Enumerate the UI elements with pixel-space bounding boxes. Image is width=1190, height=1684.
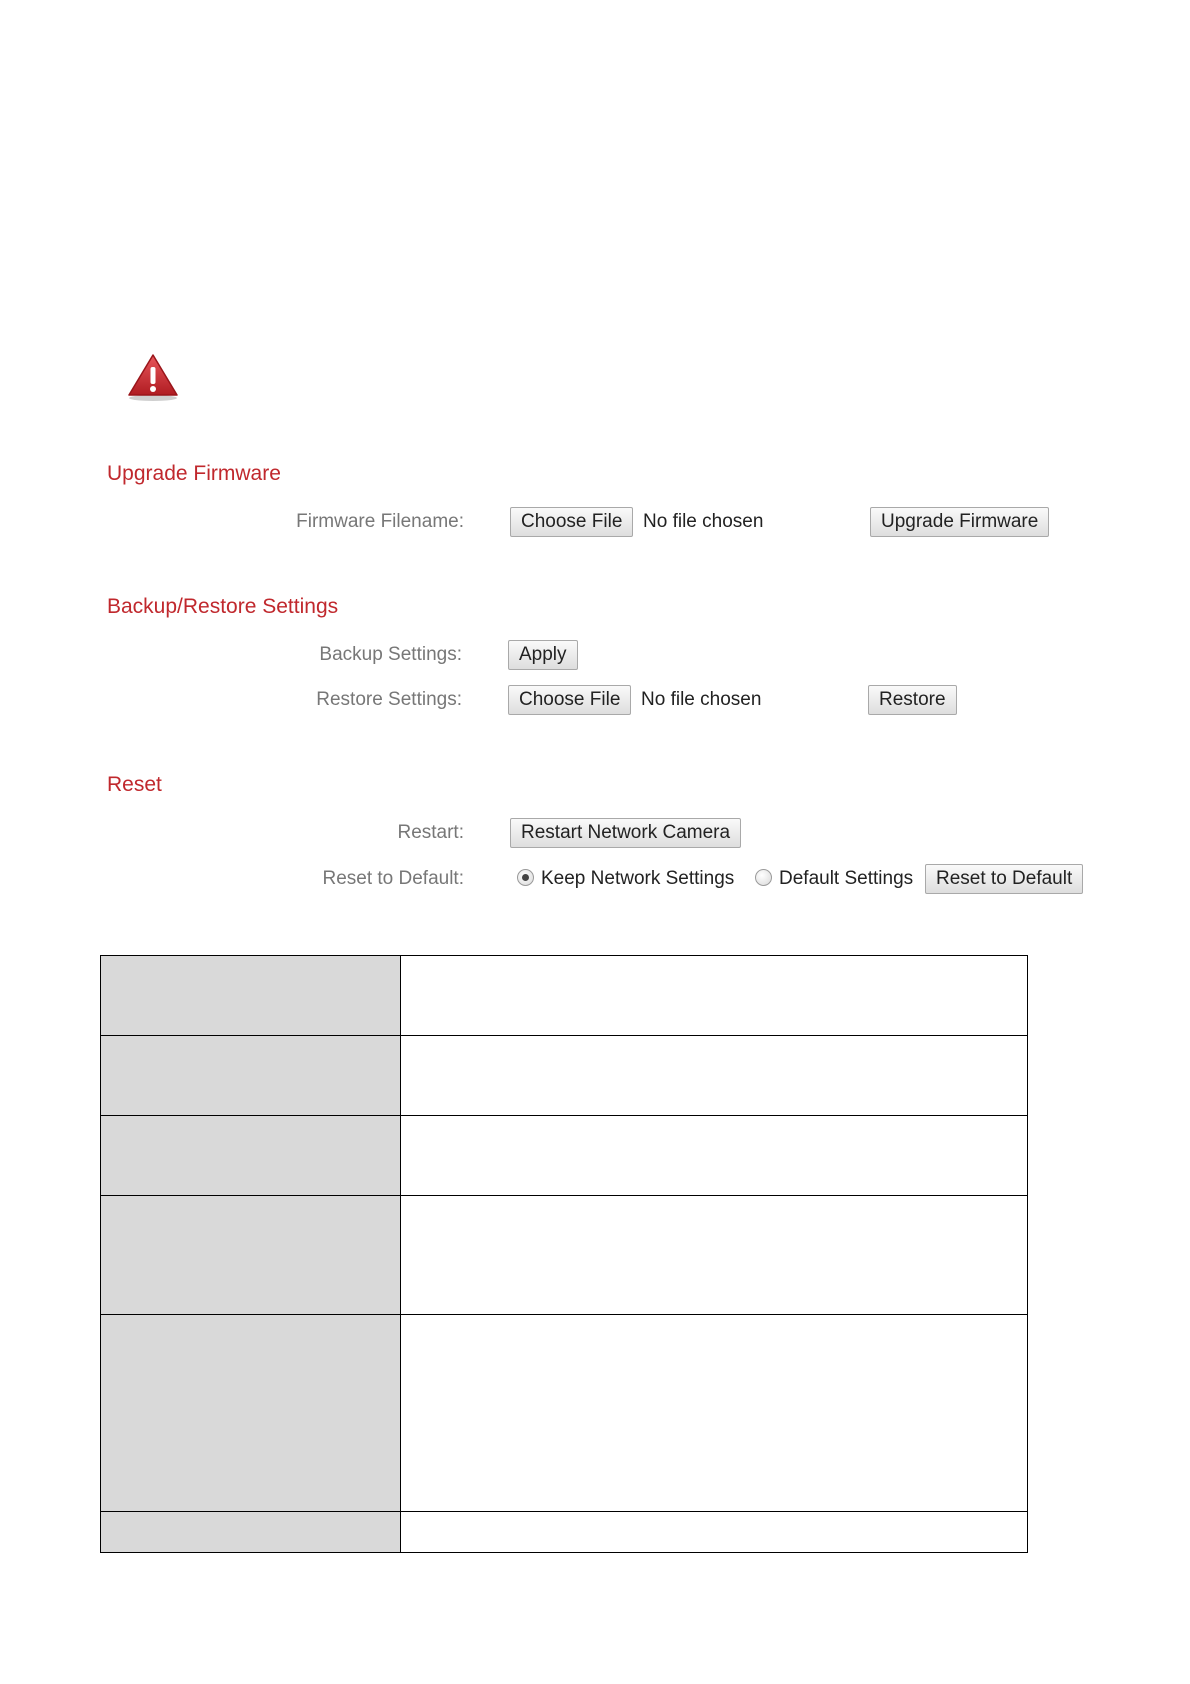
keep-network-settings-radio[interactable] [517, 869, 534, 886]
restart-network-camera-button[interactable]: Restart Network Camera [510, 818, 741, 848]
reset-to-default-button[interactable]: Reset to Default [925, 864, 1083, 894]
restore-settings-label: Restore Settings: [316, 689, 462, 710]
firmware-choose-file-button[interactable]: Choose File [510, 507, 633, 537]
table-key-cell [101, 1196, 401, 1315]
default-settings-label[interactable]: Default Settings [779, 868, 914, 889]
table-key-cell [101, 1116, 401, 1196]
table-row [101, 1512, 1028, 1553]
table-value-cell [401, 1036, 1028, 1116]
default-settings-radio[interactable] [755, 869, 772, 886]
table-key-cell [101, 1036, 401, 1116]
upgrade-firmware-button[interactable]: Upgrade Firmware [870, 507, 1049, 537]
table-row [101, 1116, 1028, 1196]
table-key-cell [101, 956, 401, 1036]
restart-label: Restart: [397, 822, 464, 843]
table-value-cell [401, 1196, 1028, 1315]
firmware-file-status: No file chosen [643, 511, 764, 532]
table-row [101, 1315, 1028, 1512]
table-value-cell [401, 1315, 1028, 1512]
backup-settings-label: Backup Settings: [319, 644, 462, 665]
table-row [101, 1036, 1028, 1116]
table-row [101, 956, 1028, 1036]
warning-triangle-icon [126, 352, 180, 402]
table-value-cell [401, 1512, 1028, 1553]
reset-title: Reset [107, 773, 162, 796]
backup-apply-button[interactable]: Apply [508, 640, 578, 670]
table-row [101, 1196, 1028, 1315]
restore-file-status: No file chosen [641, 689, 762, 710]
backup-restore-title: Backup/Restore Settings [107, 595, 339, 618]
upgrade-firmware-title: Upgrade Firmware [107, 462, 281, 485]
table-value-cell [401, 956, 1028, 1036]
restore-choose-file-button[interactable]: Choose File [508, 685, 631, 715]
firmware-filename-label: Firmware Filename: [296, 511, 464, 532]
description-table [100, 955, 1028, 1553]
keep-network-settings-label[interactable]: Keep Network Settings [541, 868, 735, 889]
table-value-cell [401, 1116, 1028, 1196]
reset-to-default-label: Reset to Default: [322, 868, 464, 889]
table-key-cell [101, 1315, 401, 1512]
table-key-cell [101, 1512, 401, 1553]
restore-button[interactable]: Restore [868, 685, 957, 715]
